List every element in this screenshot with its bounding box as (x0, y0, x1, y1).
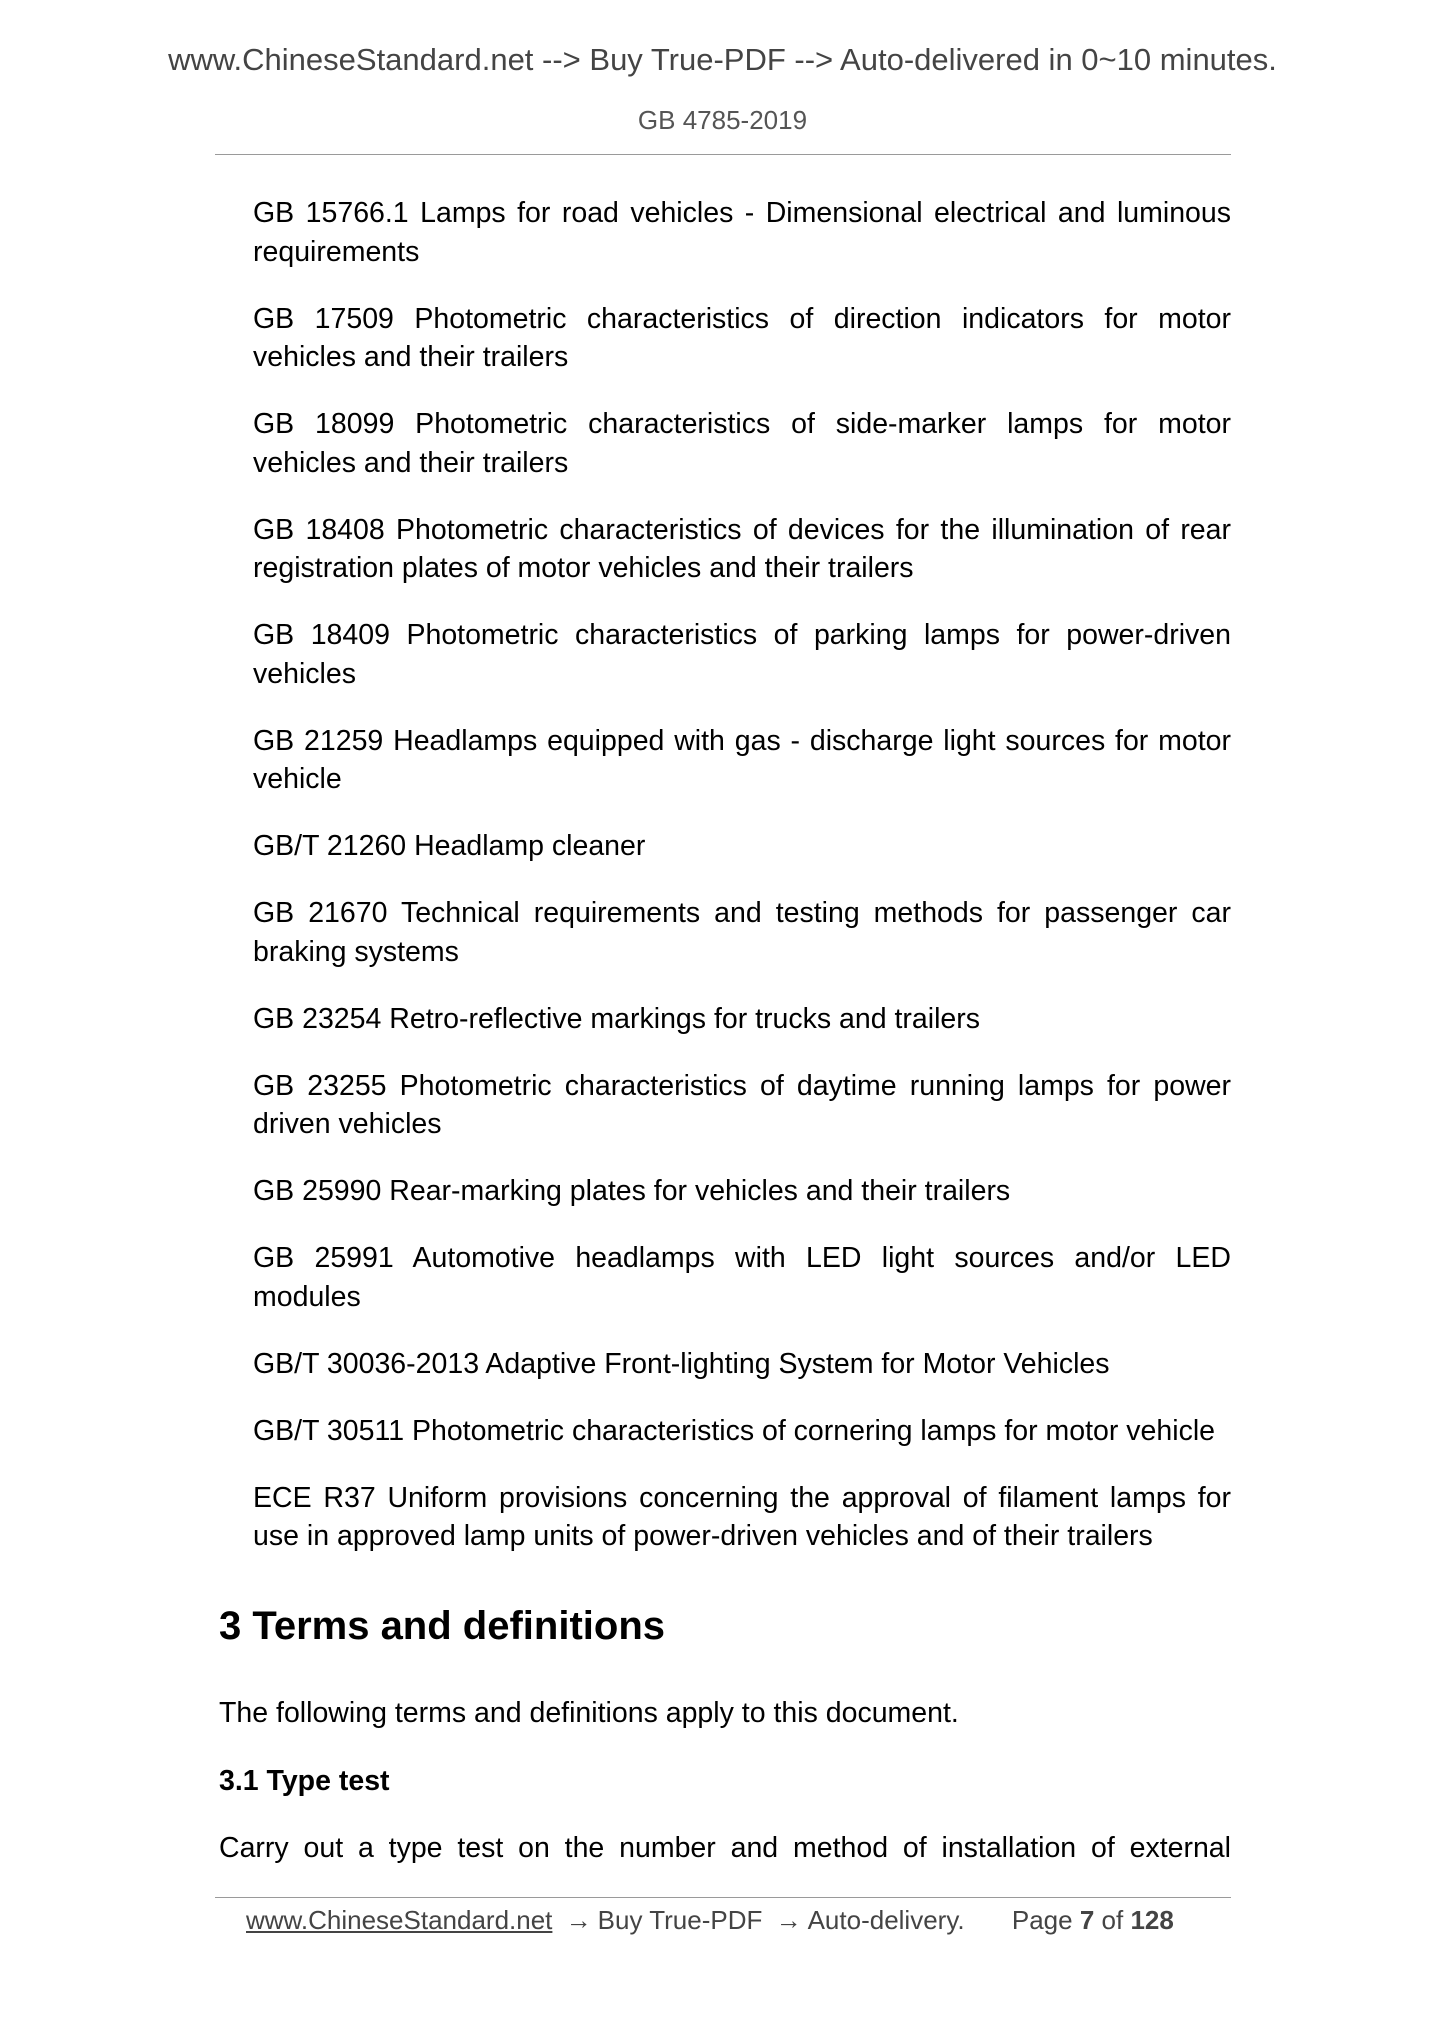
document-code: GB 4785-2019 (637, 105, 808, 135)
footer-buy-text: Buy True-PDF (597, 1905, 763, 1935)
footer-divider (215, 1897, 1231, 1898)
reference-item: GB 18409 Photometric characteristics of parking lamps for power-driven vehicles (253, 619, 1231, 690)
page-indicator (1012, 1905, 1174, 1935)
reference-item: GB 18099 Photometric characteristics of side-marker lamps for motor vehicles and their trailers (253, 408, 1231, 479)
reference-item: GB 17509 Photometric characteristics of direction indicators for motor vehicles and their trailers (253, 302, 1231, 373)
footer-site-link[interactable]: www.ChineseStandard.net (246, 1905, 553, 1935)
reference-item: ECE R37 Uniform provisions concerning the approval of filament lamps for use in approved lamp units of power-driven vehicles and of their trailers (253, 1481, 1231, 1552)
subsection-body: Carry out a type test on the number and method of installation of external (219, 1832, 1231, 1864)
header-divider (215, 154, 1231, 155)
normative-references-list (253, 194, 1231, 1584)
reference-item: GB/T 30511 Photometric characteristics of cornering lamps for motor vehicle (253, 1414, 1216, 1447)
reference-item: GB 23255 Photometric characteristics of daytime running lamps for power driven vehicles (253, 1069, 1231, 1140)
reference-item: GB 15766.1 Lamps for road vehicles - Dimensional electrical and luminous requirements (253, 197, 1231, 268)
arrow-right-icon: → (775, 1905, 802, 1935)
reference-item: GB 25991 Automotive headlamps with LED light sources and/or LED modules (253, 1242, 1231, 1313)
section-intro: The following terms and definitions apply to this document. (219, 1697, 959, 1729)
section-heading: 3 Terms and definitions (219, 1604, 665, 1648)
reference-item: GB 23254 Retro-reflective markings for trucks and trailers (253, 1002, 981, 1035)
top-banner: www.ChineseStandard.net --> Buy True-PDF --> Auto-delivered in 0~10 minutes. (168, 42, 1277, 77)
of-label: of (1101, 1905, 1124, 1935)
page-number: 7 (1079, 1905, 1095, 1935)
reference-item: GB 21670 Technical requirements and testing methods for passenger car braking systems (253, 897, 1231, 968)
page-footer (246, 1900, 1174, 1940)
total-pages: 128 (1130, 1905, 1174, 1935)
page-label: Page (1011, 1905, 1073, 1935)
reference-item: GB 21259 Headlamps equipped with gas - discharge light sources for motor vehicle (253, 724, 1231, 795)
reference-item: GB 25990 Rear-marking plates for vehicles and their trailers (253, 1175, 1011, 1207)
arrow-right-icon: → (565, 1905, 592, 1935)
reference-item: GB/T 30036-2013 Adaptive Front-lighting System for Motor Vehicles (253, 1347, 1110, 1380)
reference-item: GB 18408 Photometric characteristics of devices for the illumination of rear registration plates of motor vehicles and their trailers (253, 513, 1231, 584)
footer-delivery-text: Auto-delivery. (807, 1905, 965, 1935)
subsection-heading: 3.1 Type test (219, 1765, 390, 1797)
reference-item: GB/T 21260 Headlamp cleaner (253, 830, 646, 862)
